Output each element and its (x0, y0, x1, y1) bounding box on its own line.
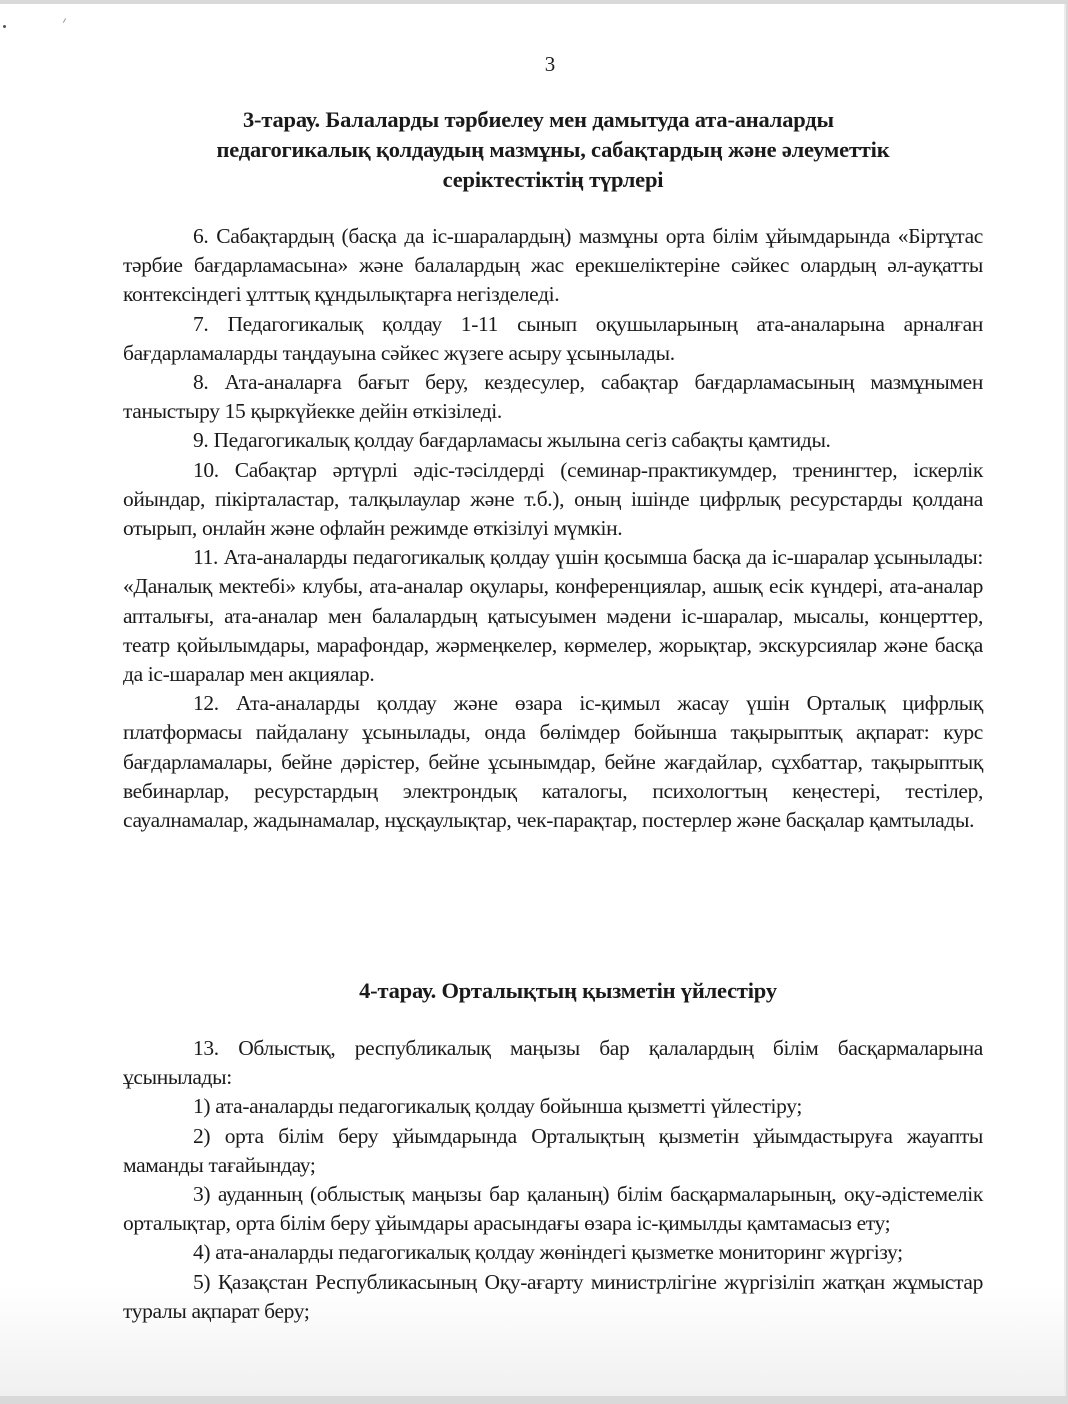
paragraph-11: 11. Ата-аналарды педагогикалық қолдау үшін қосымша басқа да іс-шаралар ұсынылады: «Даналық мектебі» клубы, ата-аналар оқулары, конференциялар, ашық есік күндері, ата-аналар апталығы, ата-аналар мен балалардың қатысуымен мәдени іс-шаралар, мысалы, концерттер, театр қойылымдары, марафондар, жәрмеңкелер, көрмелер, жорықтар, экскурсиялар және басқа да іс-шаралар мен акциялар. (123, 545, 983, 687)
list-item-5: 5) Қазақстан Республикасының Оқу-ағарту министрлігіне жүргізіліп жатқан жұмыстар туралы ақпарат беру; (123, 1269, 983, 1323)
paragraph-12: 12. Ата-аналарды қолдау және өзара іс-қимыл жасау үшін Орталық цифрлық платформасы пайдалану ұсынылады, онда бөлімдер бойынша тақырыптық ақпарат: курс бағдарламалары, бейне дәрістер, бейне ұсынымдар, бейне жағдайлар, сұхбаттар, тақырыптық вебинарлар, ресурстардың электрондық каталогы, психологтың кеңестері, тестілер, сауалнамалар, жадынамалар, нұсқаулықтар, чек-парақтар, постерлер және басқалар қамтылады. (123, 691, 983, 833)
chapter-3-body (123, 222, 983, 835)
document-page (0, 4, 1066, 1396)
paragraph-10: 10. Сабақтар әртүрлі әдіс-тәсілдерді (семинар-практикумдер, тренингтер, іскерлік ойындар, пікірталастар, талқылаулар және т.б.), оның ішінде цифрлық ресурстарды қолдана отырып, онлайн және офлайн режимде өткізілуі мүмкін. (123, 457, 983, 541)
chapter-3-heading (123, 105, 983, 195)
chapter-4-body (123, 1034, 983, 1326)
list-item-2: 2) орта білім беру ұйымдарында Орталықтың қызметін ұйымдастыруға жауапты маманды тағайындау; (123, 1123, 983, 1177)
scan-mark (63, 18, 66, 23)
scan-speck (3, 25, 6, 28)
list-item-4: 4) ата-аналарды педагогикалық қолдау жөніндегі қызметке мониторинг жүргізу; (193, 1240, 903, 1265)
list-item-1: 1) ата-аналарды педагогикалық қолдау бойынша қызметті үйлестіру; (193, 1094, 802, 1119)
chapter-4-heading: 4-тарау. Орталықтың қызметін үйлестіру (359, 978, 777, 1003)
paragraph-7: 7. Педагогикалық қолдау 1-11 сынып оқушыларының ата-аналарына арналған бағдарламаларды таңдауына сәйкес жүзеге асыру ұсынылады. (123, 311, 983, 365)
paragraph-9: 9. Педагогикалық қолдау бағдарламасы жылына сегіз сабақты қамтиды. (193, 428, 831, 453)
page-number: 3 (544, 52, 556, 76)
chapter-3-title-line-3: серіктестіктің түрлері (442, 167, 664, 192)
paragraph-8: 8. Ата-аналарға бағыт беру, кездесулер, сабақтар бағдарламасының мазмұнымен таныстыру 15 қыркүйекке дейін өткізіледі. (123, 370, 983, 424)
paragraph-6: 6. Сабақтардың (басқа да іс-шаралардың) мазмұны орта білім ұйымдарында «Біртұтас тәрбие бағдарламасына» және балалардың жас ерекшеліктеріне сәйкес олардың әл-ауқатты контексіндегі ұлттық құндылықтарға негізделеді. (123, 224, 983, 307)
list-item-3: 3) ауданның (облыстық маңызы бар қаланың) білім басқармаларының, оқу-әдістемелік орталықтар, орта білім беру ұйымдары арасындағы өзара іс-қимылды қамтамасыз ету; (123, 1182, 983, 1236)
chapter-3-title-line-1: 3-тарау. Балаларды тәрбиелеу мен дамытуда ата-аналарды (243, 107, 834, 132)
chapter-3-title-line-2: педагогикалық қолдаудың мазмұны, сабақтардың және әлеуметтік (216, 137, 890, 162)
paragraph-13: 13. Облыстық, республикалық маңызы бар қалалардың білім басқармаларына ұсынылады: (123, 1036, 983, 1090)
